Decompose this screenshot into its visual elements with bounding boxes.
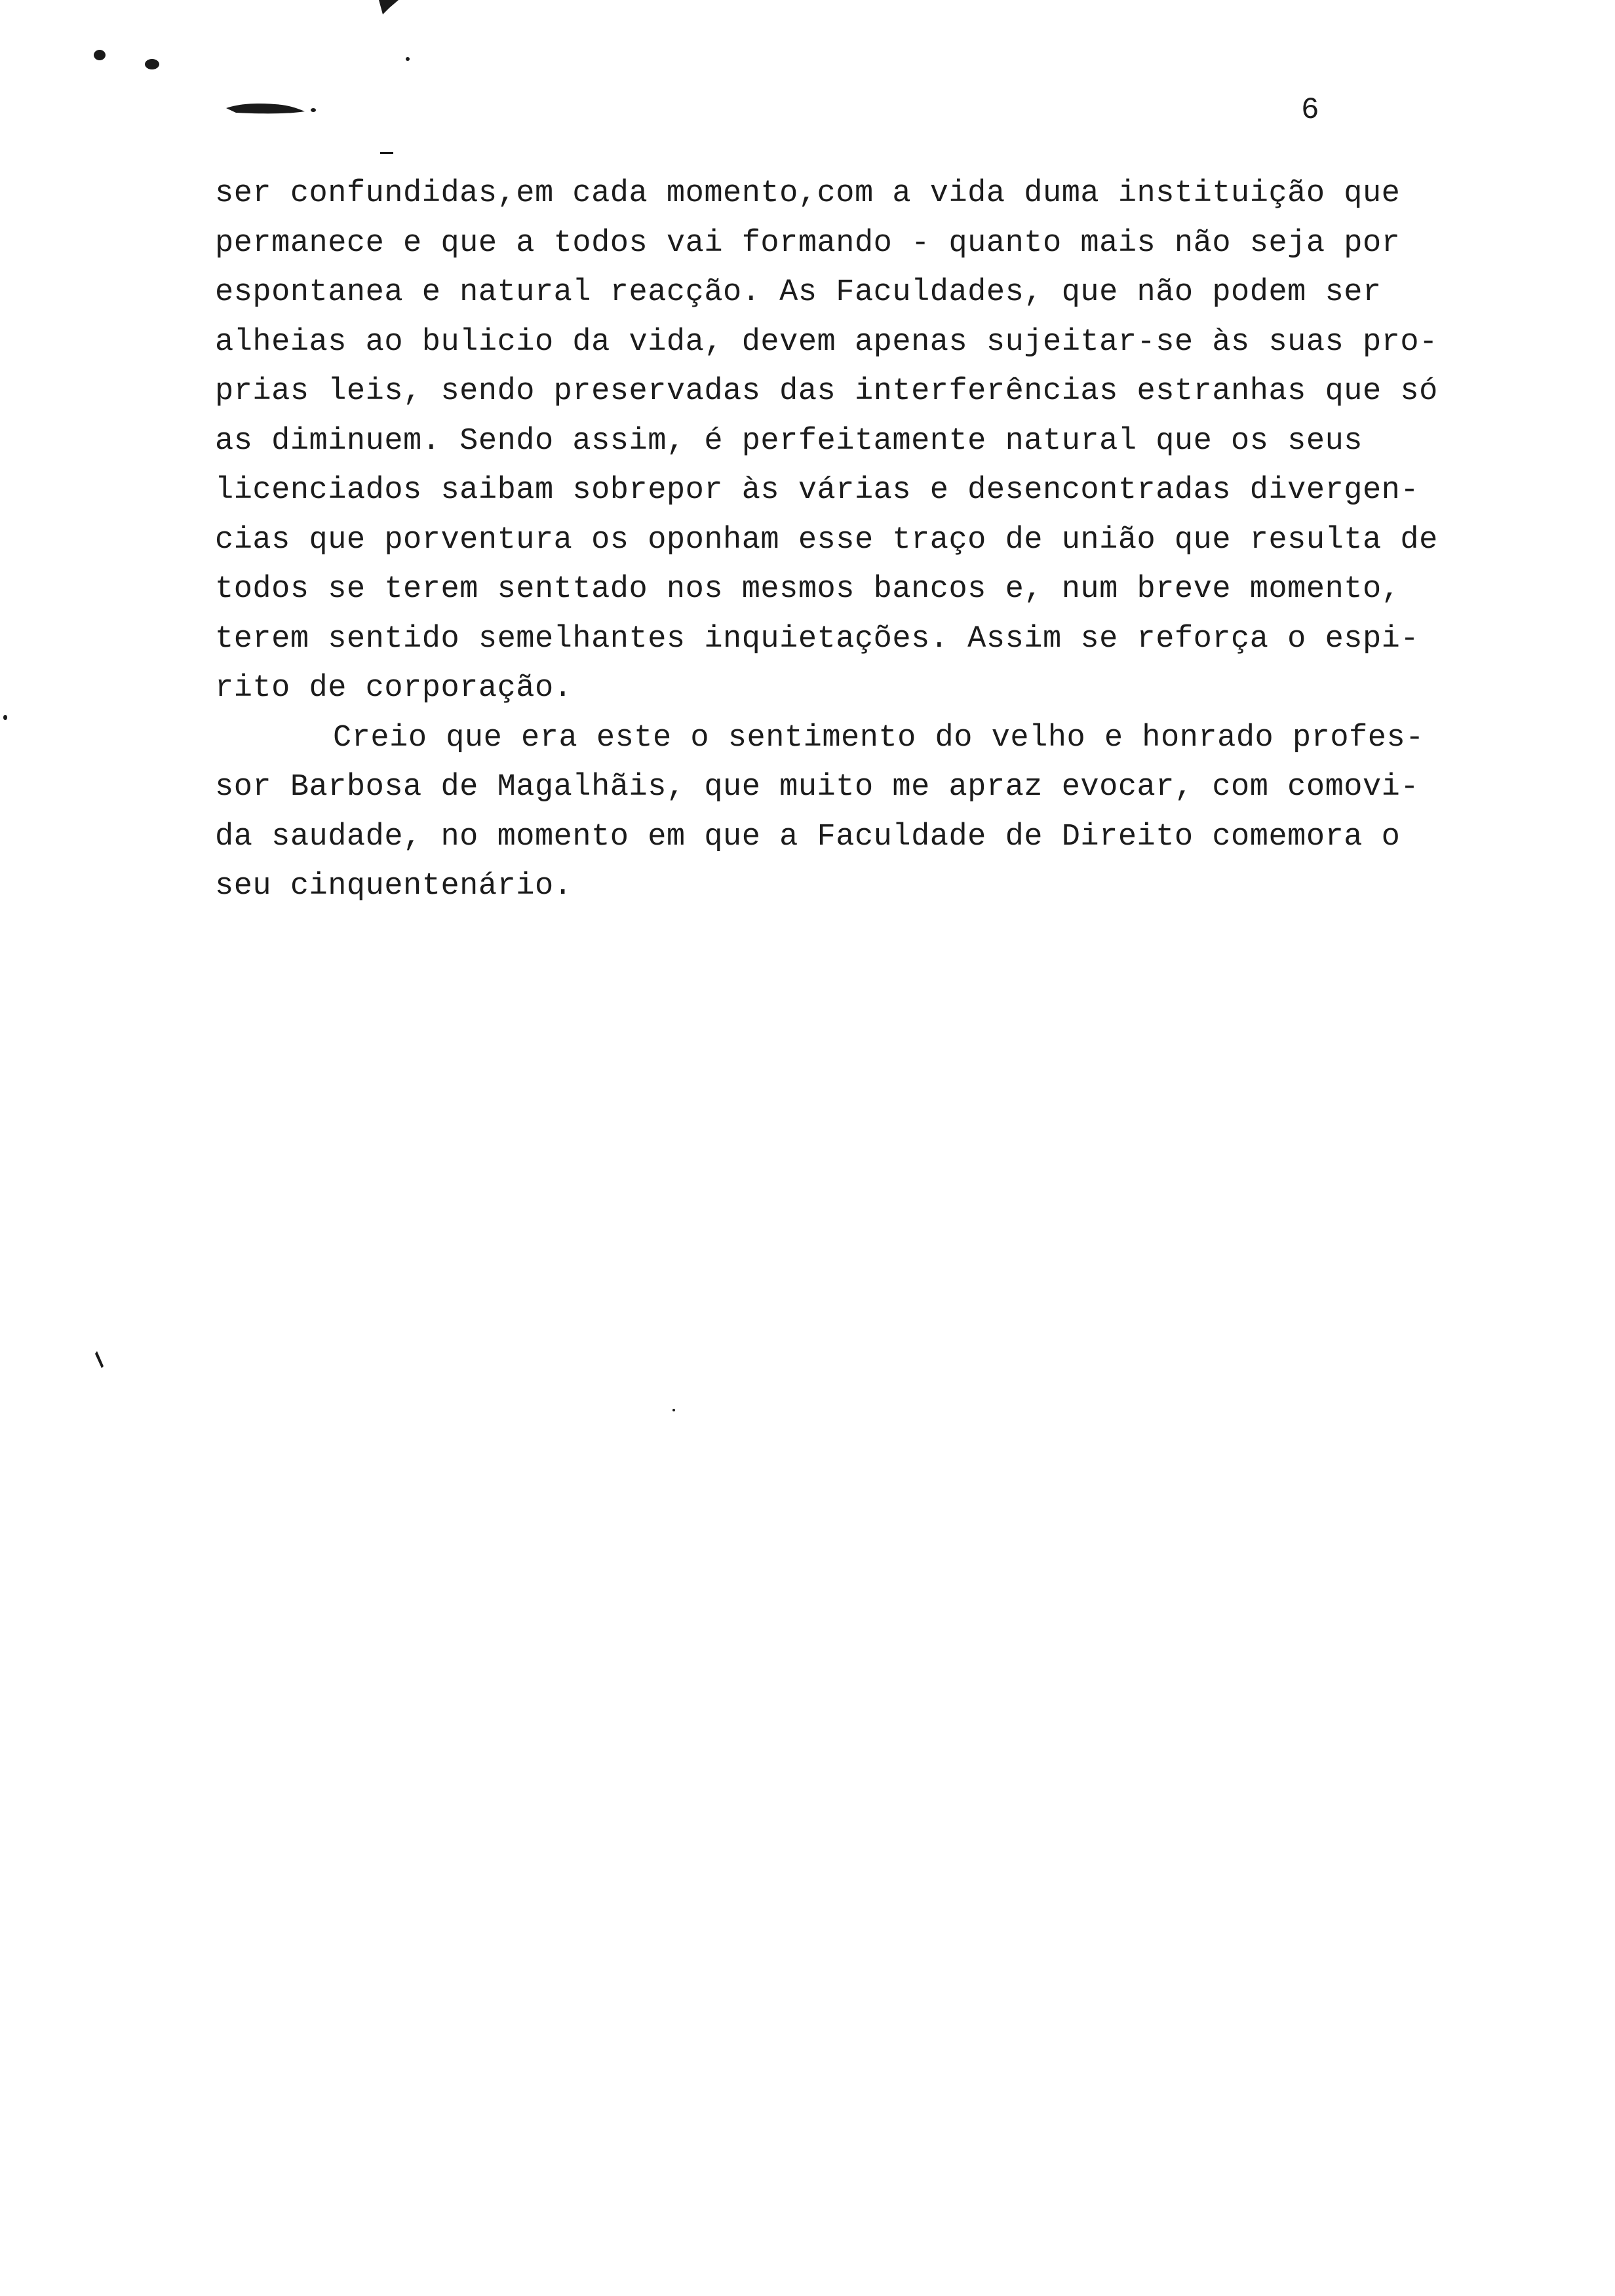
text-line: as diminuem. Sendo assim, é perfeitamente natural que os seus (215, 423, 1363, 459)
text-line: da saudade, no momento em que a Faculdade de Direito comemora o (215, 819, 1401, 854)
body-text (215, 169, 1526, 911)
text-line: cias que porventura os oponham esse traço de união que resulta de (215, 522, 1438, 558)
text-line: todos se terem senttado nos mesmos bancos e, num breve momento, (215, 572, 1401, 607)
text-line: seu cinquentenário. (215, 869, 573, 904)
text-line: rito de corporação. (215, 671, 573, 706)
text-line: ser confundidas,em cada momento,com a vida duma instituição que (215, 176, 1401, 211)
text-line: prias leis, sendo preservadas das interferências estranhas que só (215, 374, 1438, 409)
text-line: Creio que era este o sentimento do velho e honrado profes- (333, 720, 1424, 756)
text-line: alheias ao bulicio da vida, devem apenas sujeitar-se às suas pro- (215, 324, 1438, 360)
text-line: permanece e que a todos vai formando - quanto mais não seja por (215, 225, 1401, 261)
text-line: licenciados saibam sobrepor às várias e desencontradas divergen- (215, 473, 1420, 508)
page-number: 6 (1301, 93, 1319, 127)
text-line: sor Barbosa de Magalhãis, que muito me apraz evocar, com comovi- (215, 770, 1420, 805)
text-line: terem sentido semelhantes inquietações. Assim se reforça o espi- (215, 621, 1420, 657)
text-line: espontanea e natural reacção. As Faculdades, que não podem ser (215, 275, 1382, 310)
